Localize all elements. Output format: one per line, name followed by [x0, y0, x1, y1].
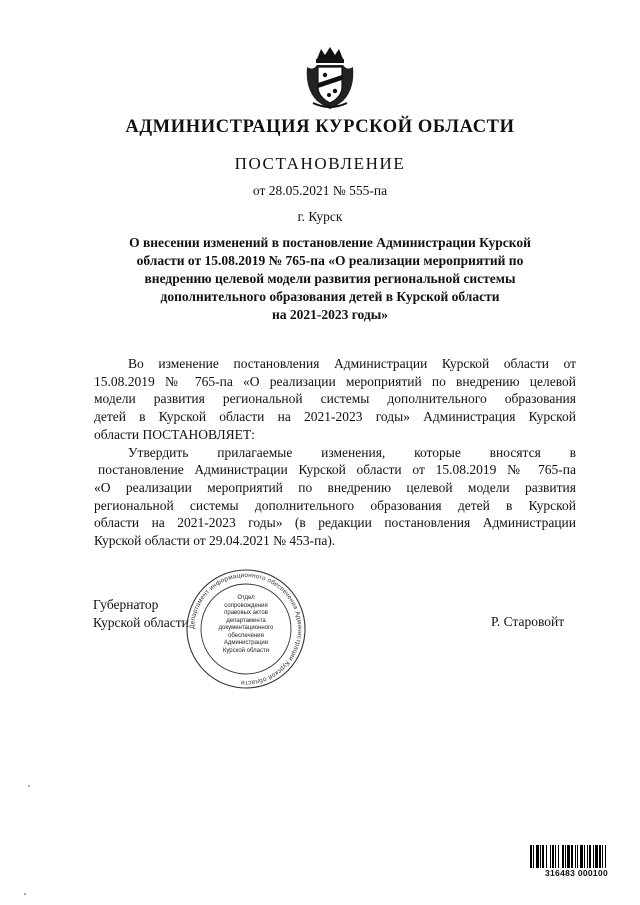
- body-line: «О реализации мероприятий по внедрению целевой модели развития: [94, 479, 576, 495]
- signatory-position-line: Курской области: [93, 615, 189, 630]
- stamp-ring-text: Департамент информационного обеспечения Администрации Курской области: [188, 571, 304, 687]
- stamp-line: Администрации: [223, 640, 269, 646]
- scan-artifact: [28, 785, 30, 787]
- body-line: области ПОСТАНОВЛЯЕТ:: [94, 426, 255, 442]
- body-line: Курской области от 29.04.2021 № 453-па).: [94, 533, 336, 549]
- document-subject: [95, 234, 565, 324]
- body-line: 15.08.2019 № 765-па «О реализации мероприятий по внедрению целевой: [94, 373, 576, 389]
- subject-line: внедрению целевой модели развития региональной системы: [144, 271, 516, 286]
- document-type: ПОСТАНОВЛЕНИЕ: [234, 154, 406, 173]
- kursk-coat-of-arms-icon: [303, 45, 357, 111]
- document-body: [94, 355, 576, 550]
- body-line: постановление Администрации Курской области от 15.08.2019 № 765-па: [98, 462, 576, 478]
- signatory-position: [93, 596, 189, 632]
- organization-title: АДМИНИСТРАЦИЯ КУРСКОЙ ОБЛАСТИ: [125, 117, 515, 137]
- stamp-line: Отдел: [237, 595, 255, 601]
- subject-line: области от 15.08.2019 № 765-па «О реализации мероприятий по: [136, 253, 524, 268]
- body-line: Во изменение постановления Администрации Курской области от: [128, 356, 576, 371]
- subject-line: на 2021-2023 годы»: [271, 307, 389, 322]
- document-date-number: от 28.05.2021 № 555-па: [252, 183, 388, 198]
- signatory-name: Р. Старовойт: [491, 614, 565, 629]
- signatory-position-line: Губернатор: [93, 597, 159, 612]
- scan-artifact: [24, 893, 26, 895]
- body-line: Утвердить прилагаемые изменения, которые вносятся в: [128, 444, 576, 460]
- body-line: региональной системы дополнительного образования детей в Курской: [94, 497, 576, 513]
- body-line: детей в Курской области на 2021-2023 годы» Администрация Курской: [94, 409, 576, 425]
- barcode-number: 316483 000100: [530, 868, 623, 879]
- body-line: области на 2021-2023 годы» (в редакции постановления Администрации: [94, 515, 576, 531]
- stamp-line: Курской области: [222, 647, 270, 654]
- stamp-line: документационного: [218, 625, 274, 631]
- body-line: модели развития региональной системы дополнительного образования: [94, 391, 576, 407]
- stamp-line: правовых актов: [224, 610, 268, 616]
- subject-line: О внесении изменений в постановление Администрации Курской: [129, 235, 531, 250]
- subject-line: дополнительного образования детей в Курской области: [160, 289, 500, 304]
- stamp-center-text: [205, 595, 287, 655]
- stamp-line: департамента: [226, 617, 266, 624]
- document-city: г. Курск: [297, 209, 343, 224]
- stamp-line: сопровождения: [224, 602, 268, 609]
- stamp-line: обеспечения: [228, 632, 264, 639]
